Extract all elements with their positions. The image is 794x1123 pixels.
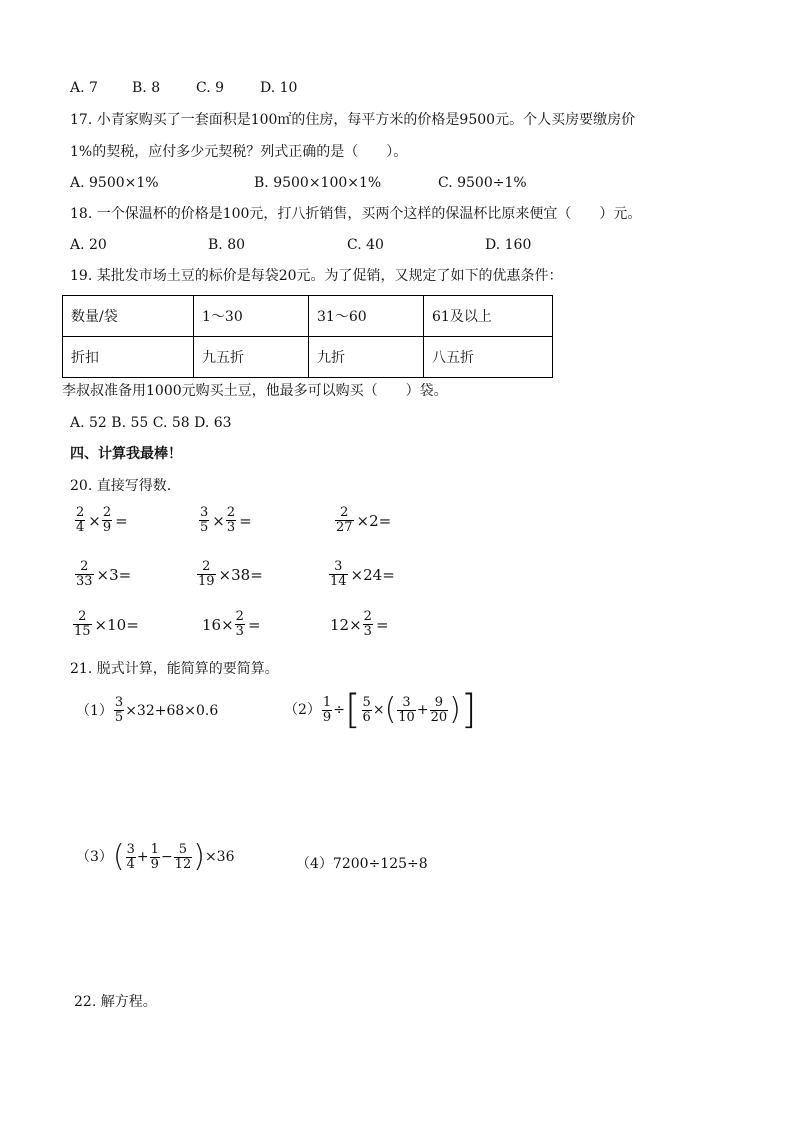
fraction: $\frac{5}{6}$	[362, 694, 371, 725]
q18-option-a: A. 20	[70, 237, 107, 253]
table-row	[63, 337, 553, 378]
q20-item-f: $\frac{3}{14}$ ×24=	[330, 559, 395, 589]
q16-option-a: A. 7	[70, 80, 98, 96]
table-cell: 1～30	[194, 296, 309, 337]
q20-item-d: $\frac{2}{33}$ ×3=	[76, 559, 132, 589]
q16-option-d: D. 10	[260, 80, 298, 96]
q21-part-4: （4） 7200÷125÷8	[296, 856, 428, 872]
fraction: $\frac{1}{9}$	[322, 694, 332, 725]
q17-option-c: C. 9500÷1%	[438, 175, 527, 191]
table-cell: 九五折	[194, 337, 309, 378]
fraction: $\frac{9}{20}$	[430, 694, 448, 725]
fraction: $\frac{3}{5}$	[200, 505, 209, 535]
table-cell: 八五折	[424, 337, 553, 378]
q20-item-b: $\frac{3}{5}$ × $\frac{2}{3}$ =	[200, 505, 252, 535]
q17-line1: 17. 小青家购买了一套面积是100㎡的住房，每平方米的价格是9500元。个人买房要缴房价	[70, 112, 636, 128]
table-cell: 九折	[309, 337, 424, 378]
table-cell: 折扣	[63, 337, 194, 378]
fraction: $\frac{3}{4}$	[126, 841, 135, 872]
fraction: $\frac{3}{14}$	[330, 559, 347, 589]
q21-part-1: （1） $\frac{3}{5}$ ×32+68×0.6	[76, 695, 219, 725]
fraction: $\frac{2}{3}$	[363, 609, 372, 639]
q17-options	[70, 174, 527, 192]
q19-options: A. 52 B. 55 C. 58 D. 63	[70, 415, 232, 431]
q18-option-d: D. 160	[485, 237, 532, 253]
q20-item-e: $\frac{2}{19}$ ×38=	[198, 559, 263, 589]
table-row	[63, 296, 553, 337]
fraction: $\frac{3}{5}$	[114, 695, 124, 725]
fraction: $\frac{2}{19}$	[198, 559, 215, 589]
q18-line1: 18. 一个保温杯的价格是100元，打八折销售，买两个这样的保温杯比原来便宜（ ）元。	[70, 206, 642, 222]
fraction: $\frac{3}{10}$	[398, 694, 415, 725]
q21-part-2: （2） $\frac{1}{9}$ ÷ [ $\frac{5}{6}$ × ( $\frac{3}{10}$ + $\frac{9}{20}$ ) ]	[284, 687, 477, 733]
q22-title: 22. 解方程。	[74, 994, 157, 1010]
fraction: $\frac{2}{4}$	[76, 505, 85, 535]
section-heading: 四、计算我最棒！	[70, 446, 182, 462]
table-cell: 31～60	[309, 296, 424, 337]
q19-line1: 19. 某批发市场土豆的标价是每袋20元。为了促销，又规定了如下的优惠条件：	[70, 268, 563, 284]
fraction: $\frac{2}{27}$	[336, 505, 353, 535]
q16-options	[70, 79, 297, 97]
q21-title: 21. 脱式计算，能简算的要简算。	[70, 661, 279, 677]
q18-options	[70, 236, 531, 254]
q17-option-b: B. 9500×100×1%	[254, 175, 382, 191]
fraction: $\frac{2}{33}$	[76, 559, 93, 589]
table-cell: 数量/袋	[63, 296, 194, 337]
fraction: $\frac{2}{3}$	[235, 609, 244, 639]
fraction: $\frac{2}{3}$	[226, 505, 236, 535]
q20-item-g: $\frac{2}{15}$ ×10=	[74, 609, 139, 639]
q16-option-c: C. 9	[196, 80, 225, 96]
q21-part-3: （3） ( $\frac{3}{4}$ + $\frac{1}{9}$ − $\frac{5}{12}$ ) ×36	[76, 839, 235, 874]
q18-option-c: C. 40	[347, 237, 384, 253]
discount-table	[62, 295, 553, 378]
fraction: $\frac{2}{15}$	[74, 609, 91, 639]
q16-option-b: B. 8	[132, 80, 161, 96]
q19-line2: 李叔叔准备用1000元购买土豆，他最多可以购买（ ）袋。	[62, 383, 448, 399]
fraction: $\frac{5}{12}$	[174, 841, 192, 872]
q20-title: 20. 直接写得数.	[70, 478, 172, 494]
fraction: $\frac{2}{9}$	[102, 505, 112, 535]
q20-item-i: 12× $\frac{2}{3}$ =	[330, 609, 389, 639]
q17-line2: 1%的契税，应付多少元契税？列式正确的是（ ）。	[70, 144, 408, 160]
q17-option-a: A. 9500×1%	[70, 175, 159, 191]
table-cell: 61及以上	[424, 296, 553, 337]
q18-option-b: B. 80	[208, 237, 246, 253]
q20-item-a: $\frac{2}{4}$ × $\frac{2}{9}$ =	[76, 505, 128, 535]
q20-item-c: $\frac{2}{27}$ ×2=	[336, 505, 392, 535]
q20-item-h: 16× $\frac{2}{3}$ =	[202, 609, 261, 639]
fraction: $\frac{1}{9}$	[150, 841, 159, 872]
